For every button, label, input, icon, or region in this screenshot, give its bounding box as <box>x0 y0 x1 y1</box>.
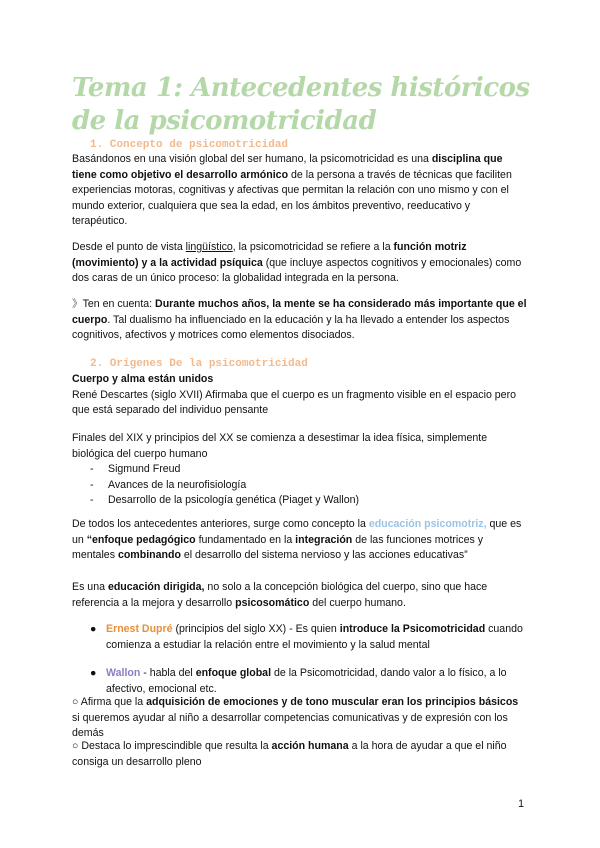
paragraph-finales-xix: Finales del XIX y principios del XX se comienza a desestimar la idea física, simplemente biológica del cuerpo humano <box>72 432 488 460</box>
list-item: - Avances de la neurofisiología <box>90 478 359 494</box>
paragraph-educacion-dirigida: Es una educación dirigida, no solo a la concepción biológica del cuerpo, sino que hace referencia a la mejora y desarrollo psicosomático del cuerpo humano. <box>72 581 488 609</box>
page-number: 1 <box>518 798 524 810</box>
page-title: Tema 1: Antecedentes históricos de la psicomotricidad <box>72 73 530 136</box>
bullet-dot-icon: ● <box>90 623 97 635</box>
paragraph-destaca: ○ Destaca lo imprescindible que resulta la acción humana a la hora de ayudar a que el niño consiga un desarrollo pleno <box>72 740 507 768</box>
bullet-wallon: ● Wallon - habla del enfoque global de la Psicomotricidad, dando valor a lo físico, a lo afectivo, emocional etc. <box>90 667 507 695</box>
paragraph-ten-en-cuenta: 》Ten en cuenta: Durante muchos años, la mente se ha considerado más importante que el cuerpo. Tal dualismo ha influenciado en la educación y la ha llevado a entender los aspectos cognitivos, afectivos y motrices como elementos disociados. <box>72 298 527 342</box>
paragraph-cuerpo-alma: Cuerpo y alma están unidos René Descartes (siglo XVII) Afirmaba que el cuerpo es un fragmento visible en el espacio pero que está separado del individuo pensante <box>72 373 516 417</box>
paragraph-linguistico: Desde el punto de vista lingüístico, la psicomotricidad se refiere a la función motriz (movimiento) y a la actividad psíquica (que incluye aspectos cognitivos y emocionales) como dos caras de un único proceso: la globalidad integrada en la persona. <box>72 241 522 285</box>
paragraph-educacion-psicomotriz: De todos los antecedentes anteriores, surge como concepto la educación psicomotriz, que es un “enfoque pedagógico fundamentado en la integración de las funciones motrices y mentales combinando el desarrollo del sistema nervioso y las acciones educativas” <box>72 518 522 562</box>
bullet-dupre: ● Ernest Dupré (principios del siglo XX) - Es quien introduce la Psicomotricidad cuando comienza a estudiar la relación entre el movimiento y la salud mental <box>90 623 523 651</box>
paragraph-definicion: Basándonos en una visión global del ser humano, la psicomotricidad es una disciplina que tiene como objetivo el desarrollo armónico de la persona a través de técnicas que faciliten experiencias motoras, cognitivas y afectivas que permitan la relación con uno mismo y con el mundo exterior, cualquiera que sea la edad, en los ámbitos preventivo, reeducativo y terapéutico. <box>72 153 512 228</box>
antecedentes-list <box>90 462 359 509</box>
section-heading-origenes: 2. Orígenes De la psicomotricidad <box>90 358 308 370</box>
bullet-dot-icon: ● <box>90 667 97 679</box>
section-heading-concepto: 1. Concepto de psicomotricidad <box>90 139 289 151</box>
paragraph-afirma: ○ Afirma que la adquisición de emociones y de tono muscular eran los principios básicos si queremos ayudar al niño a desarrollar competencias comunicativas y de expresión con los demás <box>72 696 519 740</box>
list-item: - Sigmund Freud <box>90 462 359 478</box>
list-item: - Desarrollo de la psicología genética (Piaget y Wallon) <box>90 493 359 509</box>
